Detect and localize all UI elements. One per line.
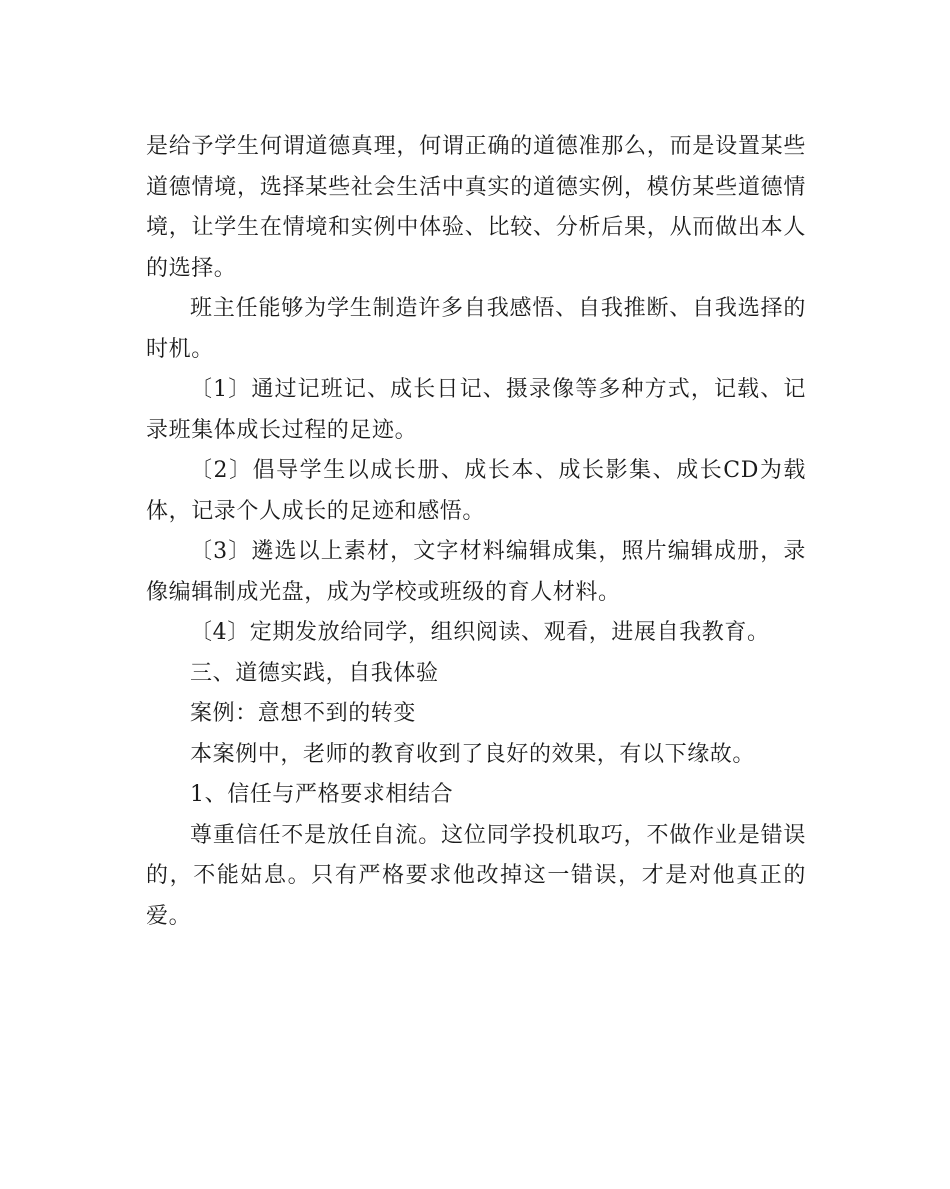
paragraph-1: 是给予学生何谓道德真理，何谓正确的道德准那么，而是设置某些道德情境，选择某些社会生活中真实的道德实例，模仿某些道德情境，让学生在情境和实例中体验、比较、分析后果，从而做出本人的选择。 xyxy=(146,134,806,281)
paragraph-11: 尊重信任不是放任自流。这位同学投机取巧，不做作业是错误的，不能姑息。只有严格要求他改掉这一错误，才是对他真正的爱。 xyxy=(146,822,806,929)
document-body xyxy=(146,127,806,937)
paragraph-5: 〔3〕遴选以上素材，文字材料编辑成集，照片编辑成册，录像编辑制成光盘，成为学校或班级的育人材料。 xyxy=(146,539,806,605)
paragraph-2: 班主任能够为学生制造许多自我感悟、自我推断、自我选择的时机。 xyxy=(146,296,806,362)
paragraph-9: 本案例中，老师的教育收到了良好的效果，有以下缘故。 xyxy=(190,741,756,767)
paragraph-6: 〔4〕定期发放给同学，组织阅读、观看，进展自我教育。 xyxy=(190,620,770,645)
paragraph-3: 〔1〕通过记班记、成长日记、摄录像等多种方式，记载、记录班集体成长过程的足迹。 xyxy=(146,377,806,443)
case-title: 案例：意想不到的转变 xyxy=(190,701,417,726)
subheading-1: 1、信任与严格要求相结合 xyxy=(190,782,454,807)
section-heading: 三、道德实践，自我体验 xyxy=(190,660,439,686)
paragraph-4: 〔2〕倡导学生以成长册、成长本、成长影集、成长CD为载体，记录个人成长的足迹和感悟。 xyxy=(146,458,806,524)
